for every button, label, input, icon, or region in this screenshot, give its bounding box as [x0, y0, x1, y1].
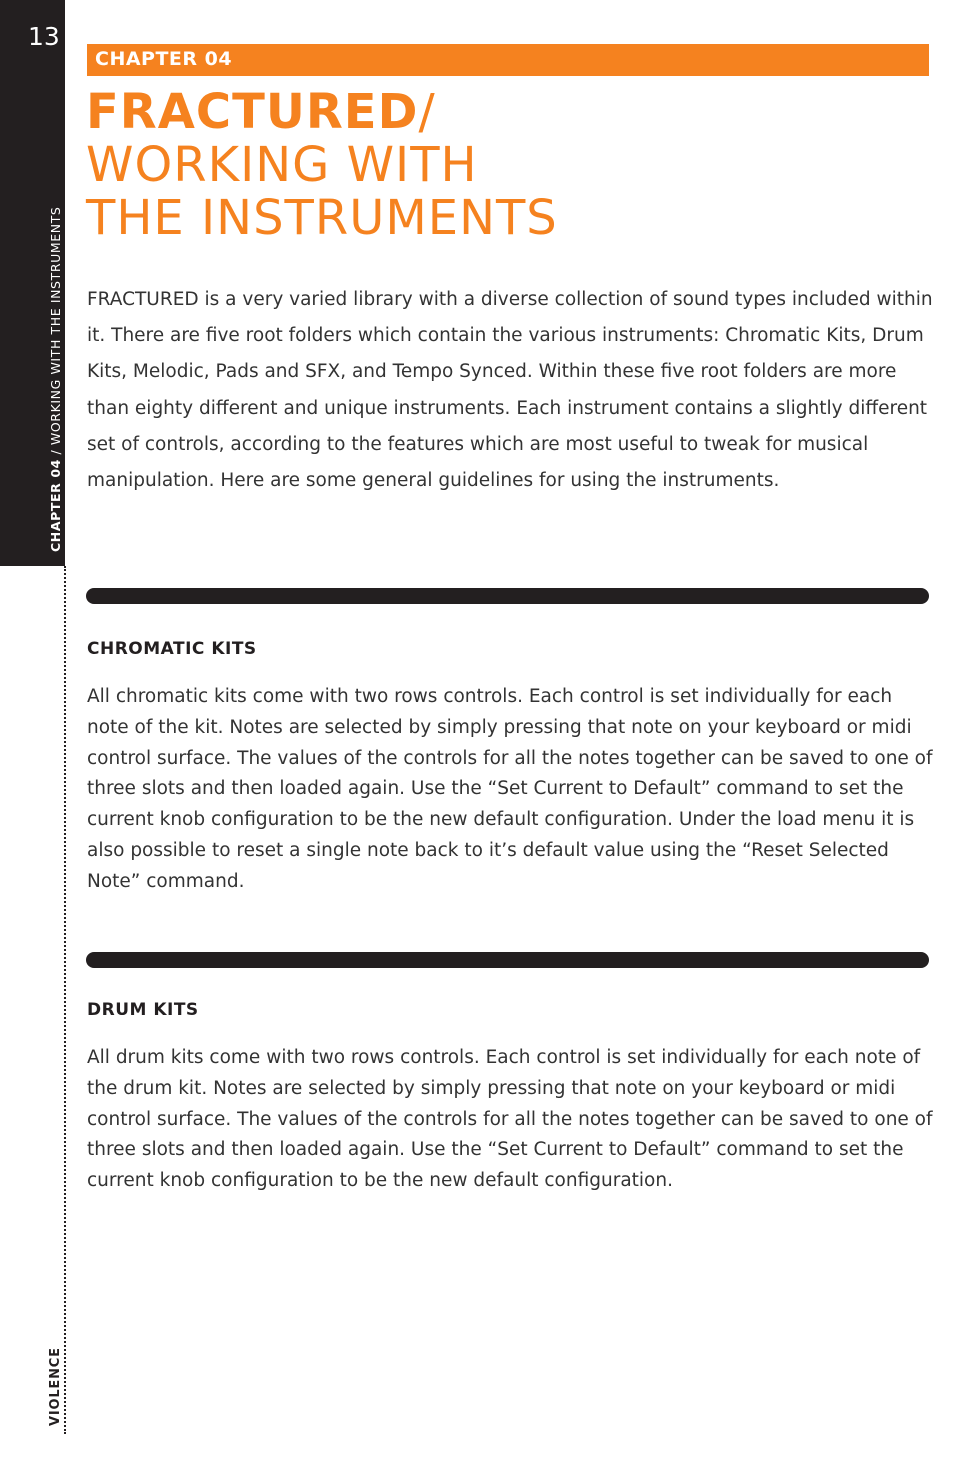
section-heading-chromatic-kits: CHROMATIC KITS — [87, 639, 257, 659]
section-body-drum-kits: All drum kits come with two rows controls. Each control is set individually for each note of the drum kit. Notes are selected by simply pressing that note on your keyboard or midi control surface. The values of the controls for all the notes together can be saved to one of three slots and then loaded again. Use the “Set Current to Default” command to set the current knob configuration to be the new default configuration. — [87, 1047, 933, 1192]
title-line-2: WORKING WITH — [86, 137, 478, 193]
title-line-3: THE INSTRUMENTS — [86, 190, 558, 246]
page-title — [86, 86, 558, 245]
intro-paragraph: FRACTURED is a very varied library with a diverse collection of sound types included within it. There are five root folders which contain the various instruments: Chromatic Kits, Drum Kits, Melodic, Pads and SFX, and Tempo Synced. Within these five root folders are more than eighty different and unique instruments. Each instrument contains a slightly different set of controls, according to the features which are most useful to tweak for musical manipulation. Here are some general guidelines for using the instruments. — [87, 289, 933, 492]
title-bold: FRACTURED — [86, 84, 419, 140]
section-body-chromatic-kits: All chromatic kits come with two rows controls. Each control is set individually for each note of the kit. Notes are selected by simply pressing that note on your keyboard or midi control surface. The values of the controls for all the notes together can be saved to one of three slots and then loaded again. Use the “Set Current to Default” command to set the current knob configuration to be the new default configuration. Under the load menu it is also possible to reset a single note back to it’s default value using the “Reset Selected Note” command. — [87, 686, 933, 892]
sidebar-chapter-rest: / WORKING WITH THE INSTRUMENTS — [48, 206, 63, 460]
section-heading-drum-kits: DRUM KITS — [87, 1000, 199, 1020]
section-divider — [86, 952, 929, 968]
title-slash: / — [418, 84, 436, 140]
sidebar-brand-label: VIOLENCE — [48, 1347, 63, 1426]
chapter-header-bar — [87, 44, 929, 76]
sidebar-dotted-divider — [64, 566, 66, 1434]
page-number: 13 — [28, 22, 60, 51]
chapter-label: CHAPTER 04 — [95, 48, 233, 70]
sidebar-chapter-label — [48, 207, 63, 552]
sidebar-chapter-bold: CHAPTER 04 — [48, 459, 63, 552]
section-divider — [86, 588, 929, 604]
